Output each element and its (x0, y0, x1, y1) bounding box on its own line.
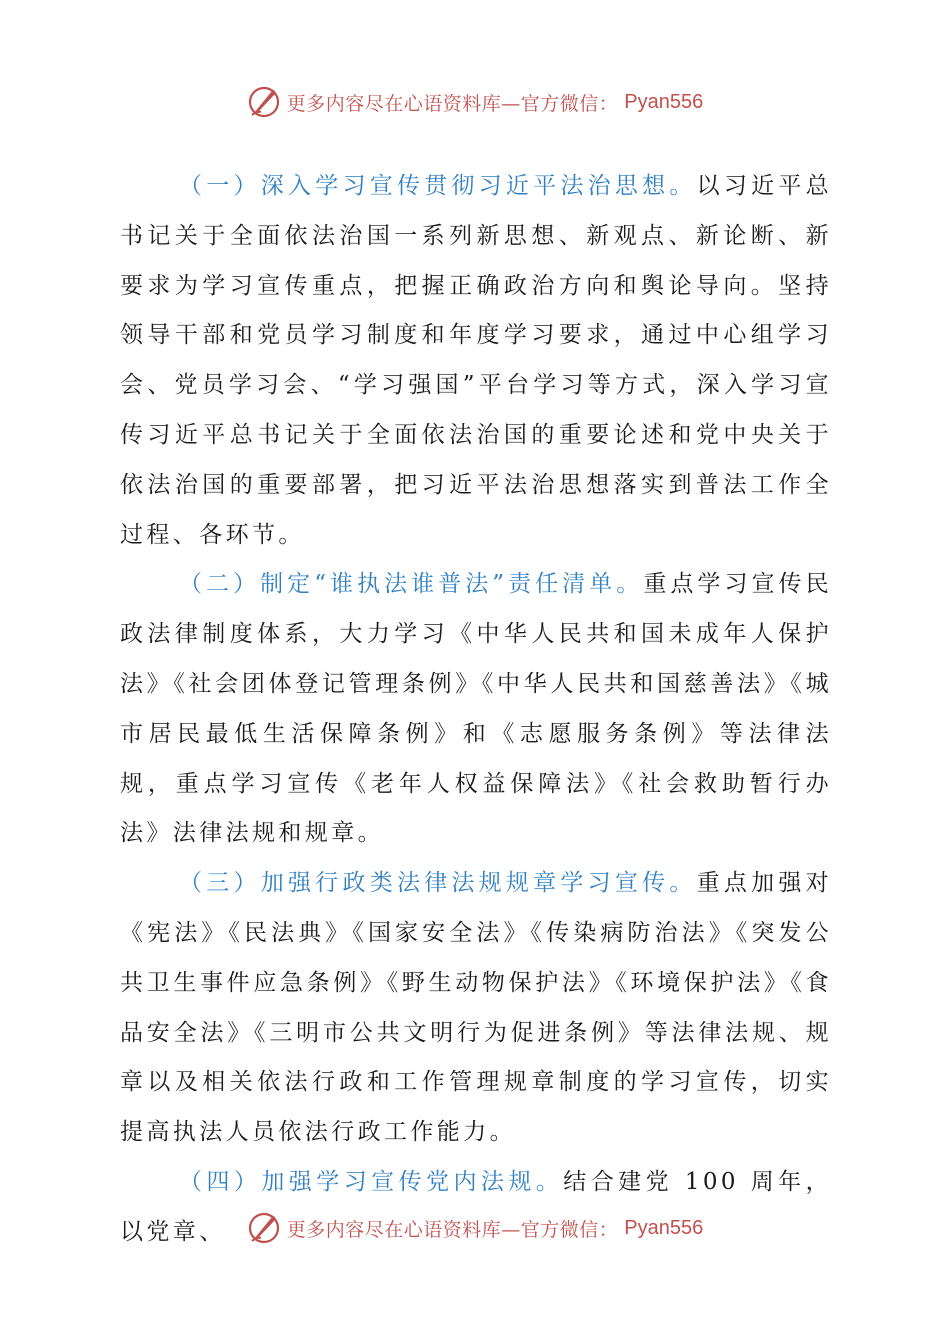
footer-watermark (0, 1208, 950, 1248)
watermark-wechat-id: Pyan556 (624, 90, 704, 113)
watermark-text: 更多内容尽在心语资料库—官方微信： (286, 92, 619, 115)
paragraph-1-heading: （一）深入学习宣传贯彻习近平法治思想。 (179, 173, 697, 199)
paragraph-4-body: 结合建党 100 周年，以党章、 (120, 1168, 832, 1245)
paragraph-1 (120, 162, 832, 560)
paragraph-3-heading: （三）加强行政类法律法规规章学习宣传。 (179, 870, 697, 897)
paragraph-4-heading: （四）加强学习宣传党内法规。 (179, 1168, 564, 1195)
paragraph-2-heading: （二）制定“谁执法谁普法”责任清单。 (179, 571, 644, 598)
document-body (120, 162, 832, 1258)
paragraph-1-body: 以习近平总书记关于全面依法治国一系列新思想、新观点、新论断、新要求为学习宣传重点，把握正确政治方向和舆论导向。坚持领导干部和党员学习制度和年度学习要求，通过中心组学习会、党员学习会、“学习强国”平台学习等方式，深入学习宣传习近平总书记关于全面依法治国的重要论述和党中央关于依法治国的重要部署，把习近平法治思想落实到普法工作全过程、各环节。 (120, 173, 832, 548)
paragraph-3 (120, 859, 832, 1158)
paragraph-2-body: 重点学习宣传民政法律制度体系，大力学习《中华人民共和国未成年人保护法》《社会团体登记管理条例》《中华人民共和国慈善法》《城市居民最低生活保障条例》和《志愿服务条例》等法律法规，重点学习宣传《老年人权益保障法》《社会救助暂行办法》法律法规和规章。 (120, 571, 832, 847)
paragraph-2 (120, 560, 832, 859)
paragraph-3-body: 重点加强对《宪法》《民法典》《国家安全法》《传染病防治法》《突发公共卫生事件应急条例》《野生动物保护法》《环境保护法》《食品安全法》《三明市公共文明行为促进条例》等法律法规、规章以及相关依法行政和工作管理规章制度的学习宣传，切实提高执法人员依法行政工作能力。 (120, 870, 832, 1146)
quill-logo-icon (247, 1211, 281, 1245)
watermark-text: 更多内容尽在心语资料库—官方微信： (286, 1218, 619, 1241)
quill-logo-icon (247, 85, 281, 119)
header-watermark (0, 82, 950, 122)
watermark-wechat-id: Pyan556 (624, 1216, 704, 1239)
